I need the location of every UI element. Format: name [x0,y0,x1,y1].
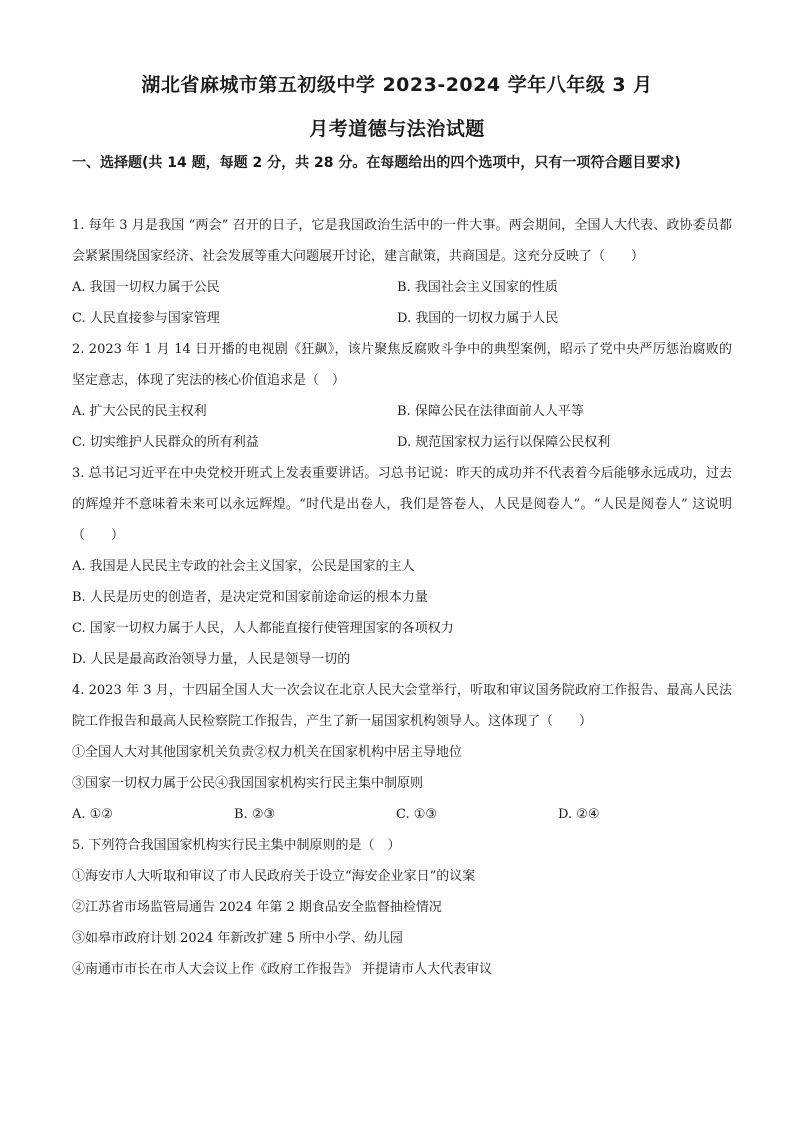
questions-body [72,210,732,985]
question-4-statements-1: ①全国人大对其他国家机关负责②权力机关在国家机构中居主导地位 [72,745,463,760]
question-3-option-b: B. 人民是历史的创造者，是决定党和国家前途命运的根本力量 [72,590,428,605]
question-3-option-d: D. 人民是最高政治领导力量，人民是领导一切的 [72,652,351,667]
question-3-option-a: A. 我国是人民民主专政的社会主义国家，公民是国家的主人 [72,559,415,574]
question-1 [72,210,732,334]
question-2-options-cd [72,427,732,458]
question-4-stem: 4. 2023 年 3 月，十四届全国人大一次会议在北京人民大会堂举行，听取和审议国务院政府工作报告、最高人民法院工作报告和最高人民检察院工作报告，产生了新一届国家机构领导人。这体现了（ ） [72,683,732,729]
question-4-option-c: C. ①③ [396,807,438,822]
question-1-options-cd [72,303,732,334]
question-4-options [72,799,732,830]
question-4-statements-2: ③国家一切权力属于公民④我国国家机构实行民主集中制原则 [72,776,424,791]
question-2-option-d: D. 规范国家权力运行以保障公民权利 [397,435,611,450]
question-2-stem: 2. 2023 年 1 月 14 日开播的电视剧《狂飙》，该片聚焦反腐败斗争中的典型案例，昭示了党中央严厉惩治腐败的坚定意志，体现了宪法的核心价值追求是（ ） [72,342,732,388]
question-1-option-d: D. 我国的一切权力属于人民 [397,311,559,326]
question-2-option-a: A. 扩大公民的民主权利 [72,404,207,419]
question-2-option-c: C. 切实维护人民群众的所有利益 [72,435,259,450]
question-1-options-ab [72,272,732,303]
question-1-option-b: B. 我国社会主义国家的性质 [397,280,558,295]
question-4-option-b: B. ②③ [234,807,276,822]
question-4-option-a: A. ①② [72,807,113,822]
question-1-stem: 1. 每年 3 月是我国 “两会” 召开的日子，它是我国政治生活中的一件大事。两会期间，全国人大代表、政协委员都会紧紧围绕国家经济、社会发展等重大问题展开讨论，建言献策，共商国是。这充分反映了（ ） [72,218,732,264]
question-5-statement-3: ③如皋市政府计划 2024 年新改扩建 5 所中小学、幼儿园 [72,931,403,946]
question-3 [72,458,732,675]
section-heading: 一、选择题(共 14 题，每题 2 分，共 28 分。在每题给出的四个选项中，只有一项符合题目要求) [72,155,681,171]
exam-title-line1: 湖北省麻城市第五初级中学 2023-2024 学年八年级 3 月 [141,74,653,96]
question-1-option-c: C. 人民直接参与国家管理 [72,311,220,326]
question-1-option-a: A. 我国一切权力属于公民 [72,280,220,295]
question-5-statement-2: ②江苏省市场监管局通告 2024 年第 2 期食品安全监督抽检情况 [72,900,442,915]
question-5-statement-4: ④南通市市长在市人大会议上作《政府工作报告》 并提请市人大代表审议 [72,962,493,977]
question-3-option-c: C. 国家一切权力属于人民，人人都能直接行使管理国家的各项权力 [72,621,454,636]
question-5-statement-1: ①海安市人大听取和审议了市人民政府关于设立“海安企业家日”的议案 [72,869,476,884]
question-4-option-d: D. ②④ [558,807,600,822]
question-5 [72,830,732,985]
question-2 [72,334,732,458]
question-5-stem: 5. 下列符合我国国家机构实行民主集中制原则的是（ ） [72,838,401,853]
exam-title-line2: 月考道德与法治试题 [309,118,485,140]
question-2-option-b: B. 保障公民在法律面前人人平等 [397,404,584,419]
question-2-options-ab [72,396,732,427]
question-4 [72,675,732,830]
question-3-stem: 3. 总书记习近平在中央党校开班式上发表重要讲话。习总书记说：昨天的成功并不代表着今后能够永远成功，过去的辉煌并不意味着未来可以永远辉煌。“时代是出卷人，我们是答卷人，人民是阅卷人”。“人民是阅卷人” 这说明（ ） [72,466,732,543]
